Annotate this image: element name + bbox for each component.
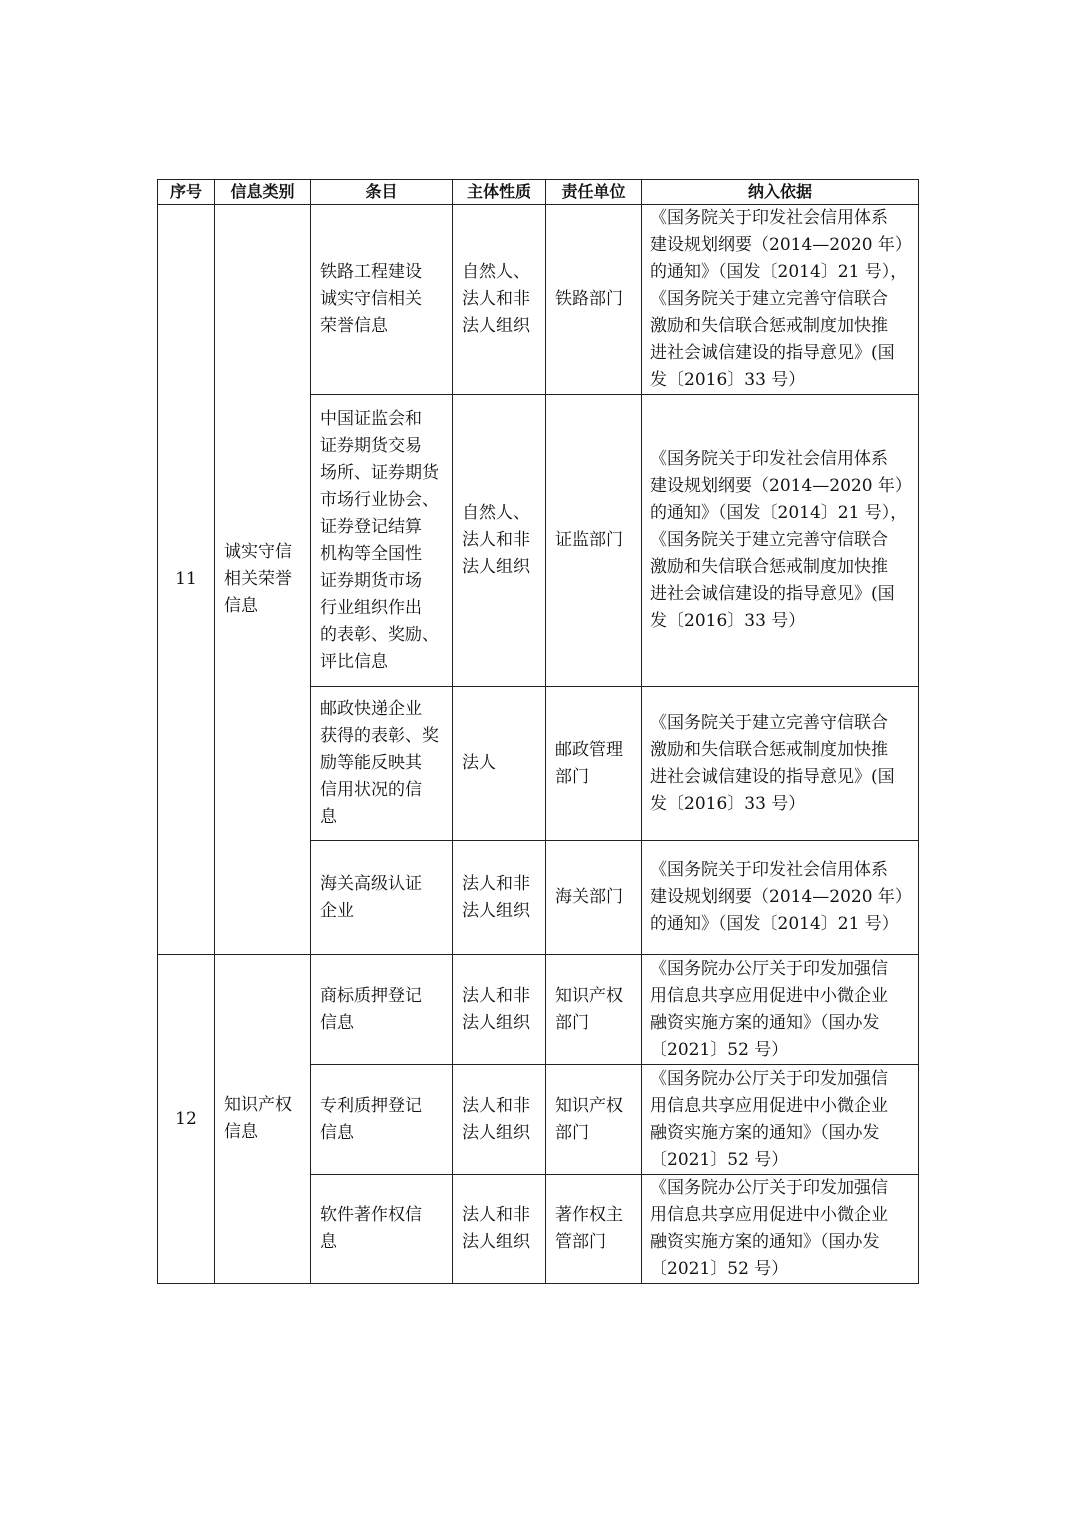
info-category-line: 知识产权: [224, 1095, 292, 1115]
responsible-unit-line: 部门: [555, 1012, 589, 1033]
inclusion-basis-line: 建设规划纲要（2014—2020 年）: [650, 235, 912, 255]
item-text-line: 信用状况的信: [320, 780, 422, 800]
table-row: [158, 205, 919, 395]
info-category-line: 信息: [224, 596, 258, 616]
info-category: [215, 205, 311, 955]
inclusion-basis-line: 《国务院办公厅关于印发加强信: [650, 1178, 888, 1198]
info-category: [215, 955, 311, 1284]
responsible-unit: [546, 841, 642, 955]
item-text-line: 评比信息: [320, 651, 388, 672]
item-text-line: 机构等全国性: [320, 543, 422, 564]
table-header-row: [158, 180, 919, 205]
inclusion-basis-line: 进社会诚信建设的指导意见》(国: [650, 584, 895, 604]
item-text-line: 证券期货交易: [320, 435, 422, 456]
subject-nature-line: 自然人、: [462, 503, 530, 523]
inclusion-basis: [642, 955, 919, 1065]
inclusion-basis-line: 激励和失信联合惩戒制度加快推: [650, 739, 888, 760]
item-text-line: 行业组织作出: [320, 597, 422, 618]
subject-nature-line: 法人组织: [462, 557, 530, 577]
item-text-line: 获得的表彰、奖: [320, 726, 439, 746]
inclusion-basis-line: 《国务院关于建立完善守信联合: [650, 289, 888, 309]
seq-number: 11: [158, 205, 215, 955]
inclusion-basis-line: 发〔2016〕33 号）: [650, 370, 806, 390]
inclusion-basis-line: 建设规划纲要（2014—2020 年）: [650, 476, 912, 496]
item-text-line: 铁路工程建设: [320, 262, 422, 282]
responsible-unit-line: 邮政管理: [555, 739, 623, 760]
item-text-line: 中国证监会和: [320, 408, 422, 429]
inclusion-basis-line: 建设规划纲要（2014—2020 年）: [650, 887, 912, 907]
subject-nature-line: 法人和非: [462, 873, 530, 894]
subject-nature-line: 法人和非: [462, 1205, 530, 1225]
inclusion-basis-line: 融资实施方案的通知》（国办发: [650, 1012, 880, 1033]
seq-number: 12: [158, 955, 215, 1284]
item-text-line: 商标质押登记: [320, 985, 422, 1006]
item-text-line: 的表彰、奖励、: [320, 624, 439, 645]
inclusion-basis: [642, 1175, 919, 1284]
responsible-unit-line: 证监部门: [555, 530, 623, 550]
inclusion-basis-line: 《国务院关于印发社会信用体系: [650, 449, 888, 469]
subject-nature-line: 法人和非: [462, 1095, 530, 1116]
credit-info-table: [157, 179, 919, 1284]
responsible-unit: [546, 395, 642, 687]
inclusion-basis-line: 融资实施方案的通知》（国办发: [650, 1122, 880, 1143]
item-text: [311, 395, 453, 687]
responsible-unit: [546, 687, 642, 841]
item-text-line: 诚实守信相关: [320, 289, 422, 309]
item-text-line: 专利质押登记: [320, 1095, 422, 1116]
info-category-line: 诚实守信: [224, 542, 292, 562]
subject-nature-line: 自然人、: [462, 262, 530, 282]
inclusion-basis-line: 发〔2016〕33 号）: [650, 611, 806, 631]
inclusion-basis-line: 《国务院办公厅关于印发加强信: [650, 1068, 888, 1089]
subject-nature: [453, 841, 546, 955]
responsible-unit-line: 管部门: [555, 1232, 606, 1252]
item-text: [311, 1175, 453, 1284]
inclusion-basis-line: 的通知》（国发〔2014〕21 号），: [650, 262, 908, 282]
inclusion-basis: [642, 1065, 919, 1175]
inclusion-basis-line: 《国务院关于印发社会信用体系: [650, 860, 888, 880]
responsible-unit: [546, 205, 642, 395]
item-text: [311, 841, 453, 955]
header-nature: 主体性质: [453, 180, 546, 205]
responsible-unit: [546, 1175, 642, 1284]
subject-nature: [453, 205, 546, 395]
inclusion-basis-line: 《国务院办公厅关于印发加强信: [650, 958, 888, 979]
item-text-line: 海关高级认证: [320, 873, 422, 894]
subject-nature: [453, 1175, 546, 1284]
inclusion-basis-line: 《国务院关于建立完善守信联合: [650, 530, 888, 550]
info-category-line: 信息: [224, 1122, 258, 1142]
item-text-line: 息: [320, 807, 337, 827]
inclusion-basis-line: 激励和失信联合惩戒制度加快推: [650, 557, 888, 577]
item-text-line: 证券期货市场: [320, 570, 422, 591]
inclusion-basis-line: 《国务院关于建立完善守信联合: [650, 712, 888, 733]
responsible-unit-line: 部门: [555, 766, 589, 787]
inclusion-basis-line: 用信息共享应用促进中小微企业: [650, 985, 888, 1006]
item-text-line: 息: [320, 1232, 337, 1252]
inclusion-basis-line: 的通知》（国发〔2014〕21 号）: [650, 914, 899, 934]
responsible-unit: [546, 955, 642, 1065]
subject-nature: [453, 955, 546, 1065]
inclusion-basis-line: 的通知》（国发〔2014〕21 号），: [650, 503, 908, 523]
inclusion-basis-line: 〔2021〕52 号）: [650, 1259, 789, 1279]
header-unit: 责任单位: [546, 180, 642, 205]
inclusion-basis: [642, 395, 919, 687]
subject-nature-line: 法人组织: [462, 1012, 530, 1033]
responsible-unit-line: 知识产权: [555, 1095, 623, 1116]
item-text-line: 证券登记结算: [320, 516, 422, 537]
item-text: [311, 1065, 453, 1175]
subject-nature-line: 法人和非: [462, 530, 530, 550]
item-text-line: 信息: [320, 1122, 354, 1143]
inclusion-basis-line: 〔2021〕52 号）: [650, 1149, 789, 1170]
responsible-unit-line: 知识产权: [555, 985, 623, 1006]
subject-nature-line: 法人组织: [462, 1122, 530, 1143]
header-category: 信息类别: [215, 180, 311, 205]
responsible-unit-line: 海关部门: [555, 887, 623, 907]
item-text-line: 企业: [320, 900, 354, 921]
header-seq: 序号: [158, 180, 215, 205]
item-text-line: 场所、证券期货: [320, 462, 439, 483]
item-text: [311, 955, 453, 1065]
inclusion-basis: [642, 205, 919, 395]
item-text-line: 软件著作权信: [320, 1205, 422, 1225]
inclusion-basis-line: 发〔2016〕33 号）: [650, 793, 806, 814]
subject-nature: [453, 687, 546, 841]
inclusion-basis-line: 进社会诚信建设的指导意见》(国: [650, 343, 895, 363]
subject-nature-line: 法人和非: [462, 985, 530, 1006]
responsible-unit: [546, 1065, 642, 1175]
inclusion-basis-line: 〔2021〕52 号）: [650, 1039, 789, 1060]
header-item: 条目: [311, 180, 453, 205]
item-text-line: 邮政快递企业: [320, 699, 422, 719]
inclusion-basis-line: 用信息共享应用促进中小微企业: [650, 1095, 888, 1116]
info-category-line: 相关荣誉: [224, 569, 292, 589]
inclusion-basis-line: 融资实施方案的通知》（国办发: [650, 1232, 880, 1252]
inclusion-basis-line: 用信息共享应用促进中小微企业: [650, 1205, 888, 1225]
responsible-unit-line: 部门: [555, 1122, 589, 1143]
inclusion-basis-line: 进社会诚信建设的指导意见》(国: [650, 766, 895, 787]
subject-nature-line: 法人组织: [462, 316, 530, 336]
item-text-line: 信息: [320, 1012, 354, 1033]
item-text-line: 励等能反映其: [320, 753, 422, 773]
subject-nature-line: 法人: [462, 753, 496, 773]
inclusion-basis: [642, 687, 919, 841]
item-text-line: 荣誉信息: [320, 316, 388, 336]
subject-nature: [453, 1065, 546, 1175]
table-row: [158, 955, 919, 1065]
header-basis: 纳入依据: [642, 180, 919, 205]
inclusion-basis-line: 《国务院关于印发社会信用体系: [650, 208, 888, 228]
inclusion-basis: [642, 841, 919, 955]
subject-nature-line: 法人和非: [462, 289, 530, 309]
subject-nature-line: 法人组织: [462, 900, 530, 921]
responsible-unit-line: 著作权主: [555, 1205, 623, 1225]
responsible-unit-line: 铁路部门: [555, 289, 623, 309]
inclusion-basis-line: 激励和失信联合惩戒制度加快推: [650, 316, 888, 336]
subject-nature: [453, 395, 546, 687]
item-text: [311, 205, 453, 395]
item-text-line: 市场行业协会、: [320, 489, 439, 510]
subject-nature-line: 法人组织: [462, 1232, 530, 1252]
item-text: [311, 687, 453, 841]
